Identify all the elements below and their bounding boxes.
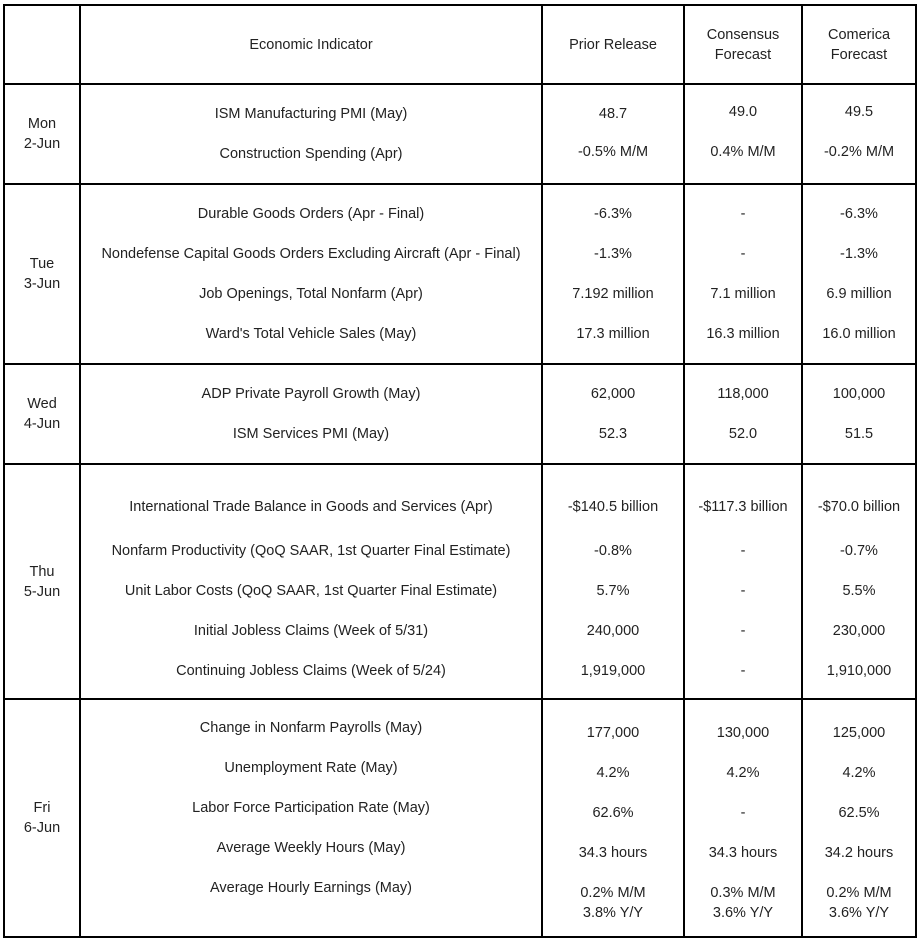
indicator-spacer bbox=[81, 908, 541, 928]
header-comerica-line1: Comerica bbox=[827, 26, 891, 43]
comerica-value-line2: 3.6% Y/Y bbox=[828, 905, 890, 921]
consensus-value: - bbox=[740, 805, 746, 821]
consensus-cell bbox=[684, 364, 802, 464]
comerica-value: 5.5% bbox=[842, 582, 876, 599]
prior-value: 0.2% M/M bbox=[580, 885, 646, 901]
day-of-week: Mon bbox=[27, 116, 57, 132]
comerica-value: -$70.0 billion bbox=[817, 498, 901, 515]
day-cell-tue bbox=[4, 184, 80, 364]
indicator-cell bbox=[80, 364, 542, 464]
indicator-name: Average Weekly Hours (May) bbox=[216, 840, 406, 856]
comerica-cell bbox=[802, 184, 916, 364]
day-date: 3-Jun bbox=[23, 276, 61, 292]
day-cell-wed bbox=[4, 364, 80, 464]
indicator-name: ISM Manufacturing PMI (May) bbox=[214, 106, 408, 122]
prior-value-line2: 3.8% Y/Y bbox=[582, 905, 644, 921]
day-group-tue bbox=[4, 184, 916, 364]
day-of-week: Thu bbox=[29, 563, 55, 580]
comerica-value: -0.7% bbox=[840, 542, 878, 559]
header-consensus-line1: Consensus bbox=[706, 26, 780, 43]
prior-value: 7.192 million bbox=[572, 286, 654, 302]
comerica-value: 62.5% bbox=[838, 805, 880, 821]
comerica-value: 230,000 bbox=[832, 622, 886, 639]
consensus-value: 16.3 million bbox=[706, 326, 780, 342]
consensus-cell bbox=[684, 184, 802, 364]
indicator-name: ADP Private Payroll Growth (May) bbox=[201, 386, 421, 402]
indicator-cell bbox=[80, 699, 542, 937]
comerica-cell bbox=[802, 464, 916, 699]
indicator-name: Unemployment Rate (May) bbox=[224, 760, 398, 776]
header-prior-release: Prior Release bbox=[542, 5, 684, 84]
indicator-name: Initial Jobless Claims (Week of 5/31) bbox=[193, 622, 429, 639]
indicator-name: Durable Goods Orders (Apr - Final) bbox=[197, 206, 425, 222]
prior-value: 1,919,000 bbox=[580, 662, 646, 679]
comerica-value: 1,910,000 bbox=[826, 662, 892, 679]
comerica-cell bbox=[802, 84, 916, 184]
indicator-name: Continuing Jobless Claims (Week of 5/24) bbox=[176, 662, 446, 679]
comerica-value: 0.2% M/M bbox=[826, 885, 892, 901]
consensus-value: - bbox=[740, 582, 746, 599]
comerica-value: 16.0 million bbox=[822, 326, 896, 342]
indicator-name: Labor Force Participation Rate (May) bbox=[192, 800, 430, 816]
consensus-cell bbox=[684, 699, 802, 937]
consensus-value: 130,000 bbox=[716, 725, 770, 741]
day-of-week: Fri bbox=[33, 800, 51, 816]
consensus-value: - bbox=[740, 662, 746, 679]
prior-value: 48.7 bbox=[598, 106, 628, 122]
comerica-cell bbox=[802, 699, 916, 937]
consensus-value: 52.0 bbox=[728, 426, 758, 442]
prior-cell bbox=[542, 364, 684, 464]
consensus-cell bbox=[684, 464, 802, 699]
prior-value: 177,000 bbox=[586, 725, 640, 741]
day-cell-mon bbox=[4, 84, 80, 184]
comerica-value: 34.2 hours bbox=[824, 845, 894, 861]
comerica-value: 49.5 bbox=[844, 104, 874, 120]
prior-value: -0.5% M/M bbox=[577, 144, 649, 160]
header-comerica-line2: Forecast bbox=[830, 46, 888, 63]
prior-value: 17.3 million bbox=[576, 326, 650, 342]
comerica-value: 4.2% bbox=[842, 765, 876, 781]
consensus-value: 118,000 bbox=[717, 386, 769, 402]
prior-value: -0.8% bbox=[594, 542, 632, 559]
consensus-value: 7.1 million bbox=[710, 286, 776, 302]
indicator-name: Nondefense Capital Goods Orders Excluding Aircraft (Apr - Final) bbox=[101, 246, 521, 262]
header-comerica-forecast bbox=[802, 5, 916, 84]
consensus-value: 0.4% M/M bbox=[710, 144, 776, 160]
day-date: 4-Jun bbox=[23, 416, 61, 432]
prior-value: 240,000 bbox=[586, 622, 640, 639]
prior-value: 5.7% bbox=[596, 582, 630, 599]
economic-calendar-table bbox=[3, 4, 917, 938]
prior-value: -1.3% bbox=[594, 246, 632, 262]
consensus-value-line2: 3.6% Y/Y bbox=[712, 905, 774, 921]
indicator-name: ISM Services PMI (May) bbox=[232, 426, 390, 442]
prior-value: 4.2% bbox=[596, 765, 630, 781]
indicator-cell bbox=[80, 84, 542, 184]
header-indicator: Economic Indicator bbox=[80, 5, 542, 84]
consensus-value: - bbox=[740, 622, 746, 639]
comerica-value: -6.3% bbox=[840, 206, 878, 222]
indicator-cell bbox=[80, 464, 542, 699]
consensus-value: 0.3% M/M bbox=[710, 885, 776, 901]
indicator-name: Nonfarm Productivity (QoQ SAAR, 1st Quarter Final Estimate) bbox=[111, 542, 511, 559]
day-group-wed bbox=[4, 364, 916, 464]
consensus-value: -$117.3 billion bbox=[698, 498, 788, 515]
header-consensus-forecast bbox=[684, 5, 802, 84]
comerica-cell bbox=[802, 364, 916, 464]
indicator-name: Average Hourly Earnings (May) bbox=[209, 880, 412, 896]
prior-value: 62.6% bbox=[592, 805, 634, 821]
day-of-week: Wed bbox=[27, 396, 57, 412]
consensus-value: - bbox=[740, 542, 746, 559]
consensus-value: - bbox=[740, 246, 746, 262]
prior-value: 52.3 bbox=[598, 426, 628, 442]
day-date: 2-Jun bbox=[23, 136, 61, 152]
comerica-value: 6.9 million bbox=[826, 286, 892, 302]
comerica-value: -1.3% bbox=[840, 246, 878, 262]
prior-cell bbox=[542, 699, 684, 937]
comerica-value: 100,000 bbox=[832, 386, 886, 402]
comerica-value: -0.2% M/M bbox=[823, 144, 895, 160]
indicator-name: Construction Spending (Apr) bbox=[219, 146, 403, 162]
consensus-value: 49.0 bbox=[728, 104, 758, 120]
day-date: 5-Jun bbox=[23, 583, 61, 600]
indicator-name: International Trade Balance in Goods and Services (Apr) bbox=[129, 498, 493, 515]
indicator-name: Change in Nonfarm Payrolls (May) bbox=[199, 720, 423, 736]
prior-value: -6.3% bbox=[594, 206, 632, 222]
prior-cell bbox=[542, 464, 684, 699]
day-group-thu bbox=[4, 464, 916, 699]
prior-cell bbox=[542, 84, 684, 184]
day-cell-thu bbox=[4, 464, 80, 699]
header-day bbox=[4, 5, 80, 84]
consensus-cell bbox=[684, 84, 802, 184]
day-of-week: Tue bbox=[29, 256, 55, 272]
prior-value: 34.3 hours bbox=[578, 845, 648, 861]
day-cell-fri bbox=[4, 699, 80, 937]
day-group-mon bbox=[4, 84, 916, 184]
prior-cell bbox=[542, 184, 684, 364]
indicator-cell bbox=[80, 184, 542, 364]
indicator-name: Ward's Total Vehicle Sales (May) bbox=[205, 326, 417, 342]
day-date: 6-Jun bbox=[23, 820, 61, 836]
indicator-name: Unit Labor Costs (QoQ SAAR, 1st Quarter Final Estimate) bbox=[124, 582, 498, 599]
consensus-value: 34.3 hours bbox=[708, 845, 778, 861]
prior-value: 62,000 bbox=[590, 386, 636, 402]
day-group-fri bbox=[4, 699, 916, 937]
header-consensus-line2: Forecast bbox=[714, 46, 772, 63]
prior-value: -$140.5 billion bbox=[567, 498, 659, 515]
indicator-name: Job Openings, Total Nonfarm (Apr) bbox=[199, 286, 423, 302]
comerica-value: 125,000 bbox=[832, 725, 886, 741]
consensus-value: 4.2% bbox=[726, 765, 760, 781]
header-row bbox=[4, 5, 916, 84]
consensus-value: - bbox=[740, 206, 746, 222]
comerica-value: 51.5 bbox=[844, 426, 874, 442]
